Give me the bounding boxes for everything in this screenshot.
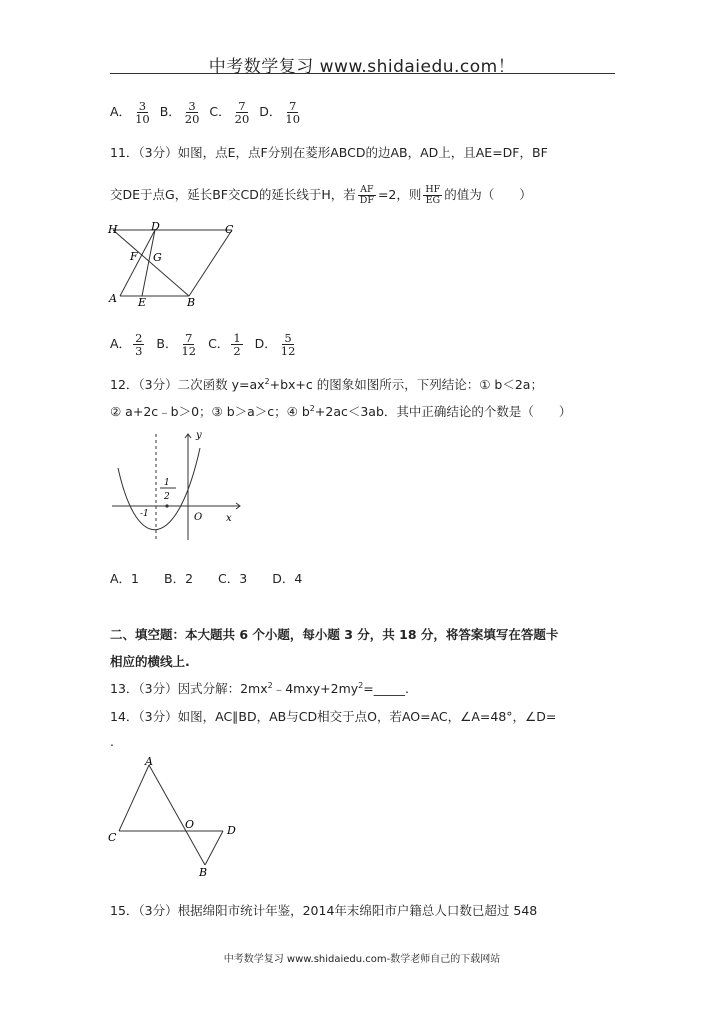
q11-rhombus-figure [105, 220, 250, 310]
label-y: y [196, 430, 202, 441]
q10-option-c: C． $\frac{7}{20}$ [209, 99, 250, 126]
page-header: 中考数学复习 www.shidaiedu.com！ [208, 57, 516, 77]
label-b: B [199, 866, 208, 879]
line-hb [113, 230, 189, 296]
q13-line: 13．（3分）因式分解：$2mx^2﹣4mxy+2my^2=\_\_\_\_\_$. [110, 680, 409, 696]
q11-option-a: A． $\frac{2}{3}$ [110, 331, 143, 358]
q11-line2: 交DE于点G，延长BF交CD的延长线于H，若 $\frac{AF}{DF}$ =2，则 $\frac{HF}{EG}$ 的值为（ ） [110, 184, 532, 206]
label-neg-one: -1 [140, 509, 149, 519]
line-ac [119, 765, 149, 831]
q10-option-b: B． $\frac{3}{20}$ [159, 99, 200, 126]
label-o: O [185, 818, 195, 831]
q12-line1: 12．（3分）二次函数 $y=ax^2+bx+c$ 的图象如图所示，下列结论：① b＜2a； [110, 376, 543, 392]
label-a: A [109, 292, 117, 305]
label-h: H [108, 223, 118, 236]
label-x: x [226, 513, 232, 524]
label-c: C [225, 223, 234, 236]
label-d: D [227, 824, 236, 837]
q12-line2: ② a+2c﹣b＞0；③ b＞a＞c；④ $b^2+2ac<3ab$．其中正确结论的个数是（ ） [110, 403, 572, 419]
label-c: C [108, 831, 117, 844]
q15-line1: 15．（3分）根据绵阳市统计年鉴，2014年末绵阳市户籍总人口数已超过 548 [110, 903, 538, 918]
q14-line1: 14．（3分）如图，AC∥BD，AB与CD相交于点O，若AO=AC，∠A=48°，∠D= [110, 709, 557, 724]
q11-options [110, 332, 299, 357]
line-ad [120, 230, 155, 296]
section2-heading-line1: 二、填空题：本大题共 6 个小题，每小题 3 分，共 18 分，将答案填写在答题卡 [110, 627, 559, 642]
header-rule [110, 73, 615, 74]
page-footer: 中考数学复习 www.shidaiedu.com-数学老师自己的下载网站 [223, 954, 501, 965]
line-ab [149, 765, 205, 865]
vertex-point [165, 504, 168, 507]
q12-parabola-figure [108, 428, 248, 543]
label-f: F [130, 250, 138, 263]
label-g: G [153, 251, 162, 264]
q10-options [110, 100, 304, 125]
q11-line1: 11．（3分）如图，点E，点F分别在菱形ABCD的边AB，AD上，且AE=DF，BF [110, 145, 548, 160]
label-half-den: 2 [164, 492, 170, 502]
label-o: O [194, 512, 203, 523]
q10-option-d: D． $\frac{7}{10}$ [259, 99, 301, 126]
q11-option-c: C． $\frac{1}{2}$ [208, 331, 241, 358]
label-a: A [145, 755, 153, 768]
label-b: B [187, 296, 196, 309]
q11-option-b: B． $\frac{7}{12}$ [156, 331, 197, 358]
q10-option-a: A． $\frac{3}{10}$ [110, 99, 150, 126]
q11-option-d: D． $\frac{5}{12}$ [254, 331, 296, 358]
label-half-num: 1 [164, 478, 170, 488]
line-bd [205, 831, 223, 865]
q14-figure [105, 755, 245, 880]
label-e: E [138, 296, 147, 309]
label-d: D [151, 220, 160, 233]
q14-line2: . [110, 734, 114, 749]
q12-options: A．1 B．2 C．3 D．4 [110, 571, 303, 586]
line-cb [189, 230, 232, 296]
section2-heading-line2: 相应的横线上. [110, 654, 190, 669]
